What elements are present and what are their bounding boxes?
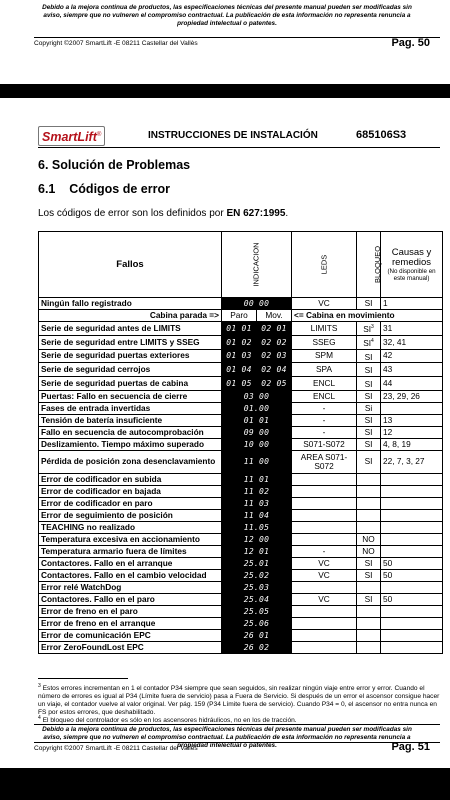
top-disclaimer: Debido a la mejora continua de productos, las especificaciones técnicas del presente manual pueden ser modificadas sin aviso, siempre que no vulneren el compromiso contractual. La publicación de esta información no representa renuncia a propiedad intelectual o patentes. (42, 4, 412, 27)
indicator-code: 10 00 (222, 438, 292, 450)
intro-end: . (285, 208, 289, 219)
bottom-disclaimer: Debido a la mejora continua de productos, las especificaciones técnicas del presente manual pueden ser modificadas sin aviso, siempre que no vulneren el compromiso contractual. La publicación de esta información no representa renuncia a propiedad intelectual o patentes. (42, 726, 412, 749)
header-title: INSTRUCCIONES DE INSTALACIÓN (148, 130, 318, 141)
fault-name: Serie de seguridad puertas exteriores (39, 349, 222, 363)
bloqueo-text: SI (364, 365, 373, 376)
table-row (39, 617, 443, 629)
leds-value: - (292, 402, 357, 414)
bloqueo-value (357, 377, 381, 391)
fault-name: Pérdida de posición zona desenclavamiento (39, 450, 222, 473)
causas-value: 32, 41 (381, 335, 443, 349)
leds-value: VC (292, 593, 357, 605)
fault-name: Serie de seguridad antes de LIMITS (39, 322, 222, 336)
table-row (39, 402, 443, 414)
bottom-page-number: Pag. 51 (391, 741, 430, 753)
causas-value (381, 533, 443, 545)
indicator-code: 25.06 (222, 617, 292, 629)
bloqueo-value (357, 322, 381, 336)
leds-value (292, 617, 357, 629)
table-row (39, 581, 443, 593)
leds-value: VC (292, 557, 357, 569)
fault-name: Deslizamiento. Tiempo máximo superado (39, 438, 222, 450)
bloqueo-value: SI (357, 414, 381, 426)
table-row (39, 414, 443, 426)
indicator-code: 01.00 (222, 402, 292, 414)
table-row (39, 335, 443, 349)
leds-value (292, 521, 357, 533)
mov-code: 02 03 (257, 349, 292, 363)
leds-value (292, 509, 357, 521)
causas-value: 44 (381, 377, 443, 391)
top-page-number: Pag. 50 (391, 37, 430, 49)
smartlift-logo (38, 126, 105, 146)
leds-value (292, 485, 357, 497)
bottom-divider (34, 742, 440, 743)
footnote-4-text: El bloqueo del controlador es sólo en los ascensores hidráulicos, no en los de tracción. (42, 717, 297, 725)
table-row (39, 390, 443, 402)
bloqueo-value: SI (357, 390, 381, 402)
causas-value (381, 402, 443, 414)
top-divider (34, 37, 440, 38)
leds-value: LIMITS (292, 322, 357, 336)
table-row (39, 497, 443, 509)
table-row (39, 641, 443, 653)
causas-value (381, 545, 443, 557)
bloqueo-value (357, 509, 381, 521)
table-row (39, 450, 443, 473)
intro-standard: EN 627:1995 (226, 208, 286, 219)
mov-code: 02 02 (257, 335, 292, 349)
table-row (39, 426, 443, 438)
header-code: 685106S3 (356, 129, 407, 141)
bloqueo-value: SI (357, 569, 381, 581)
bloqueo-text: SI (363, 323, 372, 334)
causas-value: 23, 29, 26 (381, 390, 443, 402)
header-divider (38, 147, 440, 148)
table-row (39, 473, 443, 485)
indicator-code: 12 01 (222, 545, 292, 557)
paro-label: Paro (222, 310, 257, 322)
table-row (39, 485, 443, 497)
fault-name: Error de seguimiento de posición (39, 509, 222, 521)
table-row (39, 605, 443, 617)
indicator-code: 25.02 (222, 569, 292, 581)
fault-name: TEACHING no realizado (39, 521, 222, 533)
indicator-code: 25.05 (222, 605, 292, 617)
paro-code: 01 05 (222, 377, 257, 391)
fault-name: Contactores. Fallo en el paro (39, 593, 222, 605)
causas-value: 50 (381, 569, 443, 581)
bloqueo-value (357, 363, 381, 377)
indicator-code: 12 00 (222, 533, 292, 545)
footnote-4-marker: 4 (38, 715, 41, 721)
indicator-code: 01 01 (222, 414, 292, 426)
fault-name: Serie de seguridad cerrojos (39, 363, 222, 377)
causas-value: 43 (381, 363, 443, 377)
fault-name: Error de codificador en paro (39, 497, 222, 509)
footnote-ref: 4 (371, 337, 374, 344)
fault-name: Error de freno en el paro (39, 605, 222, 617)
table-row (39, 629, 443, 641)
bloqueo-value (357, 605, 381, 617)
causas-value (381, 509, 443, 521)
table-row (39, 521, 443, 533)
table-row (39, 593, 443, 605)
table-row (39, 557, 443, 569)
bloqueo-text: SI (364, 378, 373, 389)
causas-value (381, 617, 443, 629)
leds-value: S071-S072 (292, 438, 357, 450)
leds-value (292, 641, 357, 653)
bloqueo-value: SI (357, 438, 381, 450)
leds-value: VC (292, 569, 357, 581)
causas-value (381, 605, 443, 617)
mov-label: Mov. (257, 310, 292, 322)
mov-code: 02 04 (257, 363, 292, 377)
leds-value: - (292, 426, 357, 438)
bottom-divider-top (34, 724, 440, 725)
fault-name: Error relé WatchDog (39, 581, 222, 593)
indicator-code: 09 00 (222, 426, 292, 438)
fault-name: Error de freno en el arranque (39, 617, 222, 629)
header-bloqueo: BLOQUEO (357, 232, 381, 298)
fault-name: Error ZeroFoundLost EPC (39, 641, 222, 653)
paro-code: 01 04 (222, 363, 257, 377)
fault-name: Error de codificador en bajada (39, 485, 222, 497)
indicator-code: 25.01 (222, 557, 292, 569)
paro-code: 01 03 (222, 349, 257, 363)
bloqueo-value: SI (357, 450, 381, 473)
leds-value (292, 473, 357, 485)
indicator-code: 00 00 (222, 298, 292, 310)
footnote-3-marker: 3 (38, 683, 41, 689)
leds-value (292, 497, 357, 509)
mov-code: 02 01 (257, 322, 292, 336)
causas-value (381, 641, 443, 653)
leds-value: ENCL (292, 390, 357, 402)
bloqueo-value: SI (357, 426, 381, 438)
indicator-code: 03 00 (222, 390, 292, 402)
page-separator-bottom (0, 768, 450, 800)
leds-value (292, 605, 357, 617)
mov-code: 02 05 (257, 377, 292, 391)
header-leds: LEDS (292, 232, 357, 298)
section-heading: 6. Solución de Problemas (38, 158, 191, 172)
fault-name: Contactores. Fallo en el arranque (39, 557, 222, 569)
paro-code: 01 02 (222, 335, 257, 349)
fault-name: Ningún fallo registrado (39, 298, 222, 310)
table-row (39, 349, 443, 363)
causas-value: 31 (381, 322, 443, 336)
leds-value: SPA (292, 363, 357, 377)
table-row (39, 377, 443, 391)
causas-value: 12 (381, 426, 443, 438)
fault-name: Serie de seguridad entre LIMITS y SSEG (39, 335, 222, 349)
leds-value (292, 581, 357, 593)
indicator-code: 11 00 (222, 450, 292, 473)
error-codes-table (38, 231, 443, 654)
indicator-code: 25.04 (222, 593, 292, 605)
fault-name: Tensión de batería insuficiente (39, 414, 222, 426)
header-fallos: Fallos (39, 232, 222, 298)
bloqueo-value (357, 335, 381, 349)
indicator-code: 25.03 (222, 581, 292, 593)
fault-name: Fases de entrada invertidas (39, 402, 222, 414)
intro-text: Los códigos de error son los definidos por (38, 208, 224, 219)
footnote-rule (38, 678, 128, 679)
fault-name: Serie de seguridad puertas de cabina (39, 377, 222, 391)
section-subheading: 6.1 Códigos de error (38, 182, 170, 196)
bloqueo-value (357, 629, 381, 641)
table-row (39, 438, 443, 450)
bloqueo-value (357, 485, 381, 497)
page-separator-top (0, 84, 450, 98)
causas-value (381, 473, 443, 485)
indicator-code: 11 04 (222, 509, 292, 521)
fault-name: Contactores. Fallo en el cambio velocidad (39, 569, 222, 581)
bloqueo-value (357, 349, 381, 363)
footnote-ref: 3 (371, 324, 374, 330)
bottom-copyright: Copyright ©2007 SmartLift -E 08211 Castellar del Vallès (34, 745, 198, 752)
cabina-header-row (39, 310, 443, 322)
leds-value: - (292, 414, 357, 426)
indicator-code: 11.05 (222, 521, 292, 533)
indicator-code: 11 02 (222, 485, 292, 497)
indicator-code: 26 01 (222, 629, 292, 641)
causas-value (381, 581, 443, 593)
causas-value: 13 (381, 414, 443, 426)
intro-paragraph (38, 208, 288, 219)
bloqueo-value: SI (357, 298, 381, 310)
top-copyright: Copyright ©2007 SmartLift -E 08211 Castellar del Vallès (34, 40, 198, 47)
leds-value (292, 533, 357, 545)
bloqueo-value: NO (357, 545, 381, 557)
table-row (39, 298, 443, 310)
causas-value (381, 497, 443, 509)
bloqueo-value (357, 641, 381, 653)
bloqueo-value: SI (357, 557, 381, 569)
causas-value: 42 (381, 349, 443, 363)
bloqueo-value (357, 521, 381, 533)
bloqueo-text: SI (363, 337, 372, 348)
leds-value: AREA S071-S072 (292, 450, 357, 473)
header-indicacion: INDICACION (222, 232, 292, 298)
logo-text: SmartLift (42, 130, 97, 145)
bloqueo-text: SI (364, 351, 373, 362)
indicator-code: 11 01 (222, 473, 292, 485)
table-row (39, 322, 443, 336)
header-causas: Causas y remedios (No disponible en este manual) (381, 232, 443, 298)
causas-value: 50 (381, 593, 443, 605)
table-header-row (39, 232, 443, 298)
causas-value (381, 521, 443, 533)
causas-value: 22, 7, 3, 27 (381, 450, 443, 473)
leds-value: ENCL (292, 377, 357, 391)
causas-value (381, 485, 443, 497)
logo-mark: ® (96, 132, 102, 138)
fault-name: Error de comunicación EPC (39, 629, 222, 641)
bloqueo-value: SI (357, 593, 381, 605)
cabina-parada-label: Cabina parada => (39, 310, 222, 322)
footnote-3 (38, 682, 442, 717)
leds-value (292, 629, 357, 641)
leds-value: - (292, 545, 357, 557)
bloqueo-value (357, 581, 381, 593)
table-row (39, 363, 443, 377)
leds-value: SSEG (292, 335, 357, 349)
fault-name: Fallo en secuencia de autocomprobación (39, 426, 222, 438)
table-row (39, 509, 443, 521)
table-row (39, 533, 443, 545)
bloqueo-value (357, 473, 381, 485)
bloqueo-value (357, 617, 381, 629)
fault-name: Temperatura armario fuera de límites (39, 545, 222, 557)
fault-name: Error de codificador en subida (39, 473, 222, 485)
leds-value: SPM (292, 349, 357, 363)
leds-value: VC (292, 298, 357, 310)
table-row (39, 545, 443, 557)
causas-value: 1 (381, 298, 443, 310)
fault-name: Puertas: Fallo en secuencia de cierre (39, 390, 222, 402)
indicator-code: 11 03 (222, 497, 292, 509)
causas-value (381, 629, 443, 641)
footnote-3-text: Estos errores incrementan en 1 el contador P34 siempre que sean seguidos, sin realizar ningún viaje entre error y error. Cuando el número de errores es igual al P34 (Límite fuera de servicio) pasa a Fuera de Servicio. Si después de un error el ascensor consigue hacer un viaje, el contador vuelve al valor original. Ver pág. 159 (P34 Límite fuera de servicio). Cuando P34 = 0, el ascensor no entra nunca en FS por estos errores, que deshabilitado. (38, 685, 440, 717)
bloqueo-value: NO (357, 533, 381, 545)
indicator-code: 26 02 (222, 641, 292, 653)
bloqueo-value (357, 497, 381, 509)
cabina-movimiento-label: <= Cabina en movimiento (292, 310, 443, 322)
causas-value: 50 (381, 557, 443, 569)
causas-value: 4, 8, 19 (381, 438, 443, 450)
fault-name: Temperatura excesiva en accionamiento (39, 533, 222, 545)
paro-code: 01 01 (222, 322, 257, 336)
bloqueo-value: Si (357, 402, 381, 414)
table-row (39, 569, 443, 581)
